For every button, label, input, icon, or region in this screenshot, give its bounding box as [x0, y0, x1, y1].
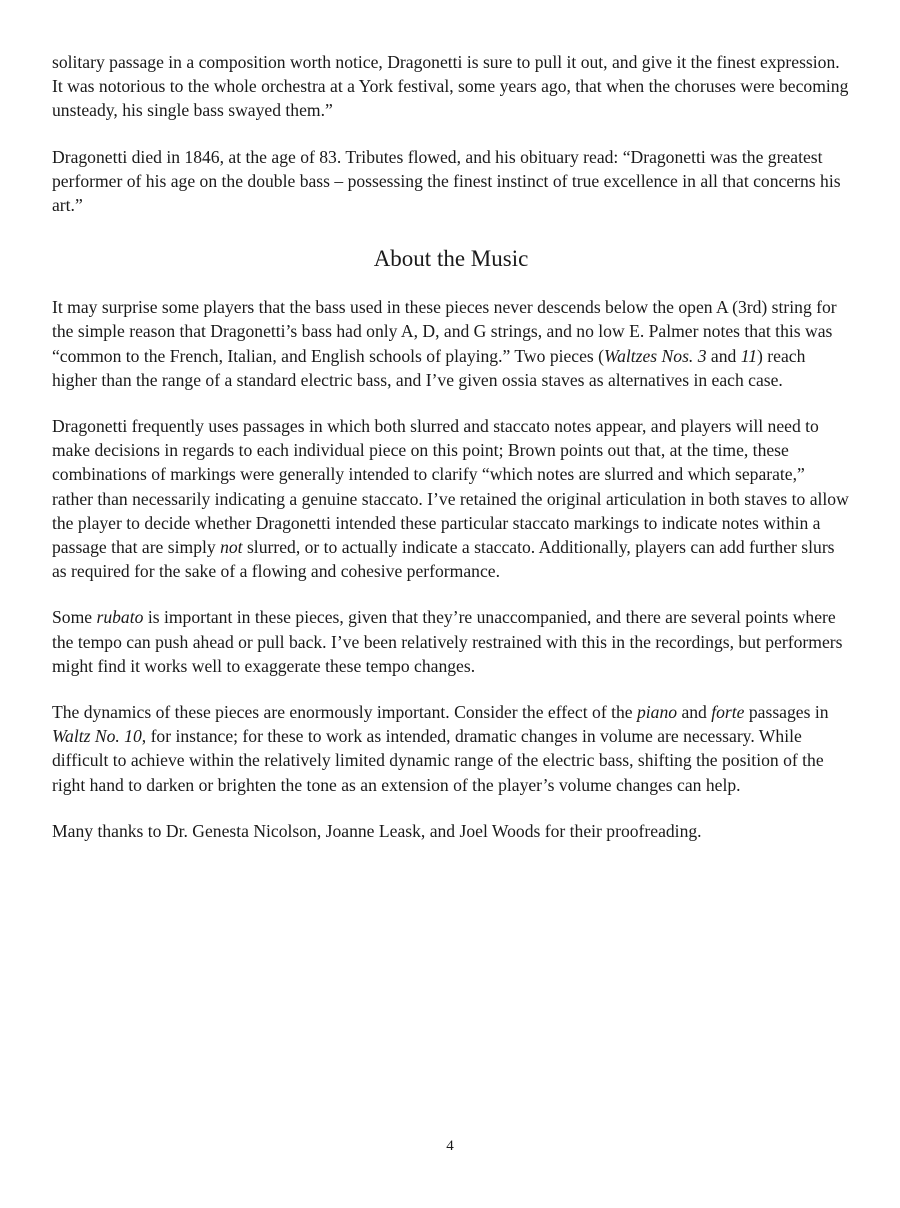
italic-text: Waltz No. 10	[52, 726, 142, 747]
italic-text: forte	[711, 702, 745, 723]
italic-text: rubato	[96, 607, 144, 628]
paragraph	[52, 414, 850, 583]
italic-text: Waltzes Nos. 3	[604, 345, 707, 366]
paragraph	[52, 145, 850, 218]
italic-text: 11	[740, 345, 758, 366]
italic-text: not	[220, 537, 243, 558]
paragraph	[52, 295, 850, 392]
text-run: Dragonetti frequently uses passages in which both slurred and staccato notes appear, and players will need to make decisions in regards to each individual piece on this point; Brown points out that, at the time, these combinations of markings were generally intended to clarify “which notes are slurred and which separate,” rather than necessarily indicating a genuine staccato. I’ve retained the original articulation in both staves to allow the player to decide whether Dragonetti intended these particular staccato markings to indicate notes within a passage that are simply	[52, 416, 849, 558]
section-heading: About the Music	[373, 246, 529, 272]
text-run: Dragonetti died in 1846, at the age of 83. Tributes flowed, and his obituary read: “Dragonetti was the greatest performer of his age on the double bass – possessing the finest instinct of true excellence in all that concerns his art.”	[52, 146, 841, 216]
paragraph	[52, 50, 850, 123]
italic-text: piano	[636, 702, 678, 723]
text-run: is important in these pieces, given that they’re unaccompanied, and there are several points where the tempo can push ahead or pull back. I’ve been relatively restrained with this in the recordings, but performers might find it works well to exaggerate these tempo changes.	[52, 607, 843, 676]
text-run: Some	[52, 607, 97, 628]
text-run: , for instance; for these to work as intended, dramatic changes in volume are necessary. While difficult to achieve within the relatively limited dynamic range of the electric bass, shifting the position of the right hand to darken or brighten the tone as an extension of the player’s volume changes can help.	[52, 726, 824, 795]
text-run: slurred, or to actually indicate a staccato. Additionally, players can add further slurs as required for the sake of a flowing and cohesive performance.	[52, 537, 835, 582]
intro-paragraphs	[52, 50, 850, 217]
text-run: and	[706, 345, 741, 366]
page-number: 4	[446, 1138, 454, 1154]
text-run: ) reach higher than the range of a standard electric bass, and I’ve given ossia staves as alternatives in each case.	[52, 345, 806, 390]
section-body	[52, 295, 850, 843]
text-run: The dynamics of these pieces are enormously important. Consider the effect of the	[52, 702, 637, 723]
text-run: and	[677, 702, 712, 723]
paragraph	[52, 700, 850, 797]
text-run: passages in	[744, 702, 829, 723]
text-run: It may surprise some players that the bass used in these pieces never descends below the open A (3rd) string for the simple reason that Dragonetti’s bass had only A, D, and G strings, and no low E. Palmer notes that this was “common to the French, Italian, and English schools of playing.” Two pieces (	[52, 297, 837, 366]
text-run: Many thanks to Dr. Genesta Nicolson, Joanne Leask, and Joel Woods for their proofreading.	[52, 820, 702, 841]
paragraph	[52, 819, 850, 843]
paragraph	[52, 605, 850, 678]
text-run: solitary passage in a composition worth notice, Dragonetti is sure to pull it out, and give it the finest expression. It was notorious to the whole orchestra at a York festival, some years ago, that when the choruses were becoming unsteady, his single bass swayed them.”	[52, 52, 849, 121]
